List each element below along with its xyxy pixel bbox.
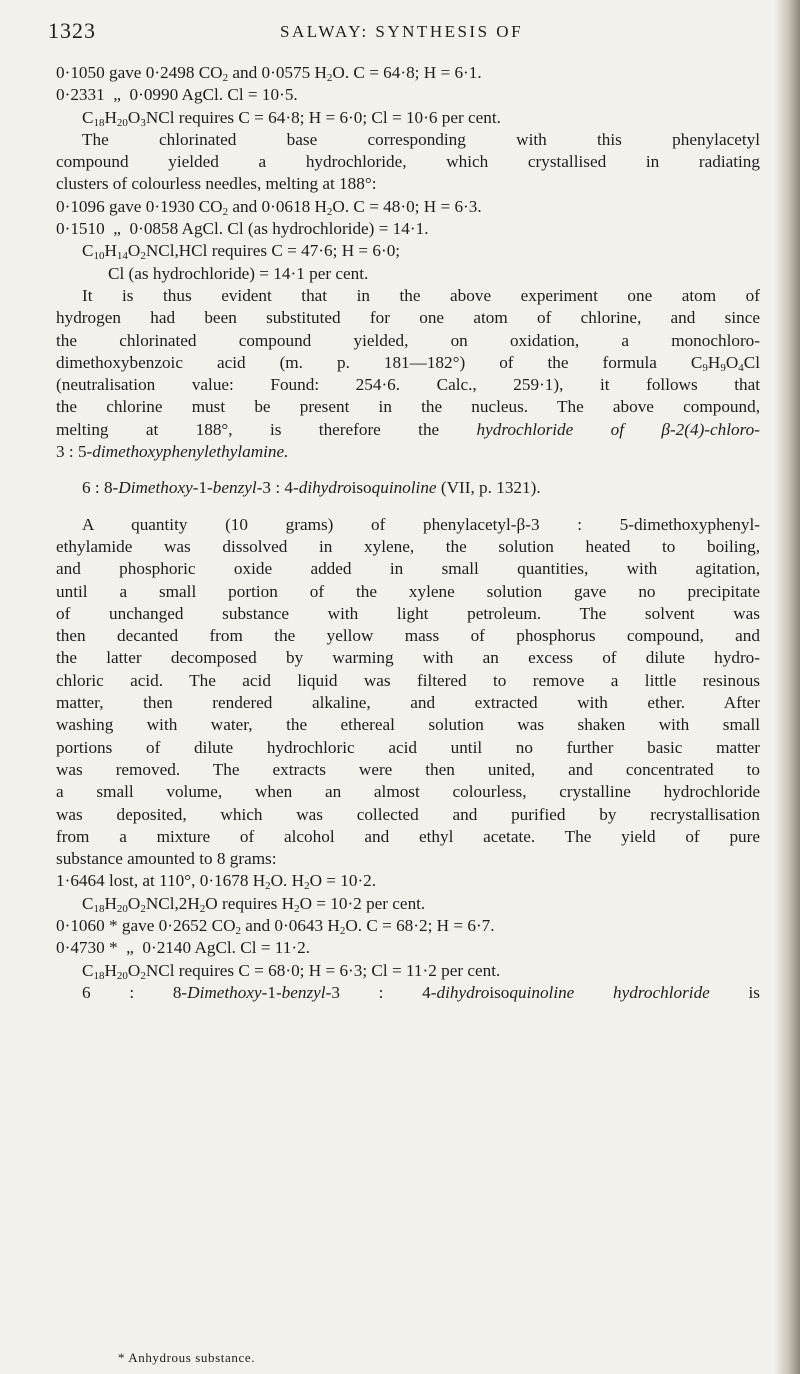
- spacer: [56, 463, 760, 477]
- text-line: and phosphoric oxide added in small quantities, with agitation,: [56, 559, 760, 579]
- text-line: a small volume, when an almost colourless, crystalline hydrochloride: [56, 782, 760, 802]
- text-line: dimethoxybenzoic acid (m. p. 181—182°) of the formula $C_9H_9O_4Cl$: [56, 352, 760, 374]
- text-line: portions of dilute hydrochloric acid until no further basic matter: [56, 737, 760, 757]
- text-line: 1·6464 lost, at 110°, 0·1678 $H_2O$. $H_2O = 10\cdot 2$.: [56, 871, 377, 893]
- text-line: 0·1060 * gave 0·2652 $CO_2$ and 0·0643 $H_2O$. C = 68·2; H = 6·7.: [56, 915, 495, 937]
- text-line: (neutralisation value: Found: 254·6. Calc., 259·1), it follows that: [56, 375, 760, 395]
- body-text: [56, 62, 760, 1004]
- page-edge-shadow: [774, 0, 800, 1374]
- text-line: It is thus evident that in the above experiment one atom of: [82, 285, 760, 305]
- text-line: melting at 188°, is therefore the hydrochloride of β-2(4)-chloro-: [56, 419, 760, 439]
- text-line: matter, then rendered alkaline, and extracted with ether. After: [56, 693, 760, 713]
- text-line: The chlorinated base corresponding with this phenylacetyl: [82, 129, 760, 149]
- text-line: chloric acid. The acid liquid was filtered to remove a little resinous: [56, 670, 760, 690]
- text-line: clusters of colourless needles, melting at 188°:: [56, 174, 377, 194]
- text-line: 0·1050 gave 0·2498 $CO_2$ and 0·0575 $H_2O$. C = 64·8; H = 6·1.: [56, 63, 482, 84]
- text-line: 6 : 8-Dimethoxy-1-benzyl-3 : 4-dihydroisoquinoline hydrochloride is: [82, 982, 760, 1002]
- text-line: compound yielded a hydrochloride, which crystallised in radiating: [56, 152, 760, 172]
- text-line: then decanted from the yellow mass of phosphorus compound, and: [56, 626, 760, 646]
- text-line: 0·4730 * „ 0·2140 AgCl. Cl = 11·2.: [56, 938, 310, 958]
- text-line: 0·1510 „ 0·0858 AgCl. Cl (as hydrochloride) = 14·1.: [56, 219, 429, 239]
- text-line: $C_{18}H_{20}O_2NCl,2H_2O$ requires $H_2O = 10\cdot 2$ per cent.: [82, 893, 426, 915]
- text-line: ethylamide was dissolved in xylene, the solution heated to boiling,: [56, 536, 760, 556]
- page-header: [0, 18, 800, 48]
- text-line: hydrogen had been substituted for one atom of chlorine, and since: [56, 308, 760, 328]
- text-line: 3 : 5-dimethoxyphenylethylamine.: [56, 442, 289, 462]
- text-line: was deposited, which was collected and purified by recrystallisation: [56, 804, 760, 824]
- text-line: $C_{18}H_{20}O_2NCl$ requires C = 68·0; H = 6·3; Cl = 11·2 per cent.: [82, 960, 501, 982]
- text-line: 0·2331 „ 0·0990 AgCl. Cl = 10·5.: [56, 85, 298, 105]
- text-line: Cl (as hydrochloride) = 14·1 per cent.: [108, 263, 369, 283]
- page-number: 1323: [48, 18, 96, 43]
- footnote: * Anhydrous substance.: [118, 1350, 256, 1365]
- text-line: $C_{18}H_{20}O_3NCl$ requires C = 64·8; H = 6·0; Cl = 10·6 per cent.: [82, 107, 501, 129]
- text-line: washing with water, the ethereal solution was shaken with small: [56, 715, 760, 735]
- text-line: until a small portion of the xylene solution gave no precipitate: [56, 581, 760, 601]
- running-title: SALWAY: SYNTHESIS OF: [280, 22, 524, 41]
- text-line: 0·1096 gave 0·1930 $CO_2$ and 0·0618 $H_2O$. C = 48·0; H = 6·3.: [56, 196, 482, 218]
- text-line: the chlorinated compound yielded, on oxidation, a monochloro-: [56, 330, 760, 350]
- text-line: the latter decomposed by warming with an excess of dilute hydro-: [56, 648, 760, 668]
- text-line: A quantity (10 grams) of phenylacetyl-β-3 : 5-dimethoxyphenyl-: [82, 514, 760, 534]
- spacer: [56, 500, 760, 514]
- text-line: from a mixture of alcohol and ethyl acetate. The yield of pure: [56, 826, 760, 846]
- text-line: the chlorine must be present in the nucleus. The above compound,: [56, 397, 760, 417]
- text-line: substance amounted to 8 grams:: [56, 849, 277, 869]
- text-line: $C_{10}H_{14}O_2NCl,HCl$ requires C = 47·6; H = 6·0;: [82, 241, 401, 263]
- section-heading: 6 : 8-Dimethoxy-1-benzyl-3 : 4-dihydroisoquinoline (VII, p. 1321).: [82, 478, 541, 498]
- text-line: of unchanged substance with light petroleum. The solvent was: [56, 603, 760, 623]
- text-line: was removed. The extracts were then united, and concentrated to: [56, 759, 760, 779]
